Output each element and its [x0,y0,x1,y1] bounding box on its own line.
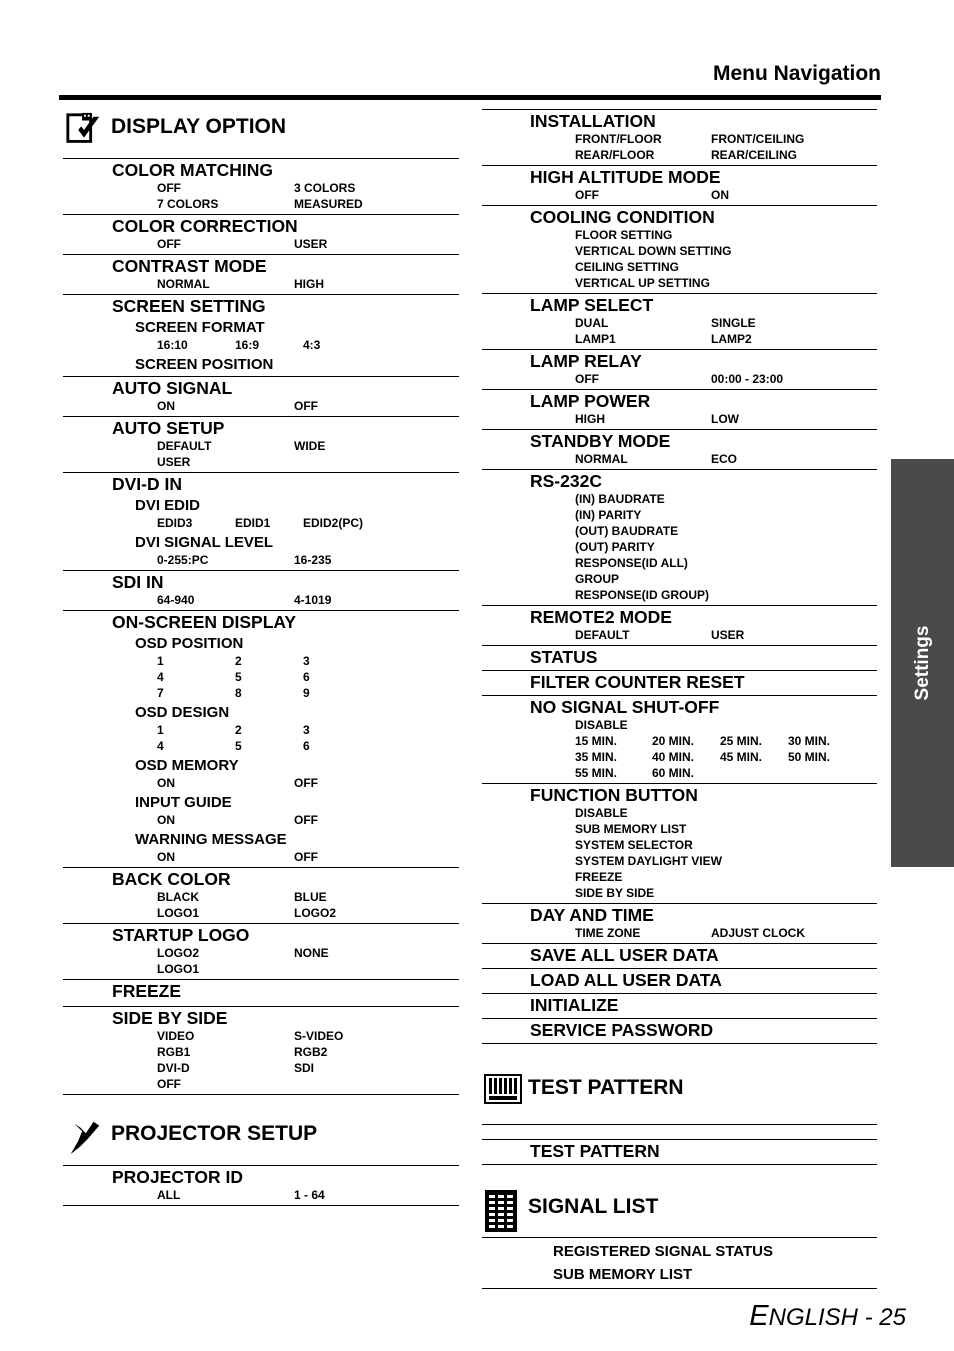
option: 16:9 [235,338,260,352]
option: 2 [235,654,242,668]
signal-list-item[interactable]: SUB MEMORY LIST [553,1266,693,1283]
option: OFF [157,237,181,251]
option: RGB2 [294,1045,328,1059]
menu-item-freeze[interactable] [63,980,459,1007]
projector-setup-header [63,1113,459,1166]
signal-list-title: SIGNAL LIST [528,1195,659,1218]
option: SYSTEM DAYLIGHT VIEW [575,854,722,868]
menu-item-save-all-user-data[interactable] [482,944,877,969]
item-title: NO SIGNAL SHUT-OFF [530,697,720,717]
option: 1 - 64 [294,1188,325,1202]
option: CEILING SETTING [575,260,680,274]
option: 16:10 [157,338,188,352]
sub-item-title: OSD MEMORY [135,757,239,774]
menu-item-cooling-condition[interactable] [482,206,877,294]
menu-item-lamp-select[interactable] [482,294,877,350]
menu-item-signal-list[interactable] [482,1242,877,1289]
option: SIDE BY SIDE [575,886,655,900]
option: LOGO2 [294,906,337,920]
menu-item-on-screen-display[interactable] [63,611,459,868]
menu-item-load-all-user-data[interactable] [482,969,877,994]
option: FRONT/FLOOR [575,132,662,146]
menu-item-day-and-time[interactable] [482,904,877,944]
option: 3 [303,654,310,668]
option: FLOOR SETTING [575,228,673,242]
item-title: FILTER COUNTER RESET [530,672,745,692]
option: (OUT) BAUDRATE [575,524,679,538]
menu-item-color-correction[interactable] [63,215,459,255]
option: 4-1019 [294,593,332,607]
option: (OUT) PARITY [575,540,655,554]
item-title: LAMP SELECT [530,295,654,315]
option: ON [157,776,175,790]
option: SINGLE [711,316,756,330]
menu-item-test-pattern[interactable] [482,1140,877,1165]
option: RGB1 [157,1045,191,1059]
menu-item-contrast-mode[interactable] [63,255,459,295]
menu-item-status[interactable] [482,646,877,671]
option: FREEZE [575,870,623,884]
item-title: AUTO SIGNAL [112,378,233,398]
sub-item-title: SCREEN POSITION [135,356,274,373]
item-title: REMOTE2 MODE [530,607,672,627]
menu-item-lamp-power[interactable] [482,390,877,430]
option: RESPONSE(ID GROUP) [575,588,710,602]
item-title: ON-SCREEN DISPLAY [112,612,297,632]
test-pattern-rule [482,1125,877,1140]
test-pattern-title: TEST PATTERN [528,1076,684,1099]
header-rule [59,95,881,100]
option: 3 [303,723,310,737]
item-title: BACK COLOR [112,869,231,889]
option: 30 MIN. [788,734,831,748]
option: OFF [157,1077,181,1091]
option: NORMAL [575,452,628,466]
signal-list-header [482,1185,877,1238]
test-pattern-icon [484,1074,522,1104]
option: OFF [294,399,318,413]
item-title: INSTALLATION [530,111,656,131]
option: TIME ZONE [575,926,641,940]
signal-list-item[interactable]: REGISTERED SIGNAL STATUS [553,1243,774,1260]
item-title: SDI IN [112,572,164,592]
menu-item-color-matching[interactable] [63,159,459,215]
option: SUB MEMORY LIST [575,822,687,836]
projector-setup-icon [65,1117,103,1157]
menu-item-startup-logo[interactable] [63,924,459,980]
option: LOW [711,412,739,426]
menu-item-installation[interactable] [482,109,877,166]
option: DISABLE [575,718,628,732]
item-title: STARTUP LOGO [112,925,250,945]
option: 45 MIN. [720,750,763,764]
option: HIGH [294,277,324,291]
menu-item-service-password[interactable] [482,1019,877,1044]
option: ON [711,188,729,202]
option: 64-940 [157,593,195,607]
option: 5 [235,739,242,753]
option: LOGO2 [157,946,200,960]
option: LOGO1 [157,906,200,920]
sub-item-title: SCREEN FORMAT [135,319,265,336]
option: 35 MIN. [575,750,618,764]
option: 6 [303,739,310,753]
option: EDID2(PC) [303,516,364,530]
option: 0-255:PC [157,553,209,567]
menu-item-filter-counter-reset[interactable] [482,671,877,696]
item-title: SAVE ALL USER DATA [530,945,719,965]
option: NONE [294,946,329,960]
item-title: COLOR MATCHING [112,160,274,180]
right-column [482,106,877,1289]
menu-item-rs232c[interactable] [482,470,877,606]
option: 16-235 [294,553,332,567]
option: 7 COLORS [157,197,219,211]
item-title: FUNCTION BUTTON [530,785,698,805]
option: ON [157,850,175,864]
option: LAMP2 [711,332,752,346]
side-tab-settings[interactable] [891,459,954,867]
item-title: LAMP RELAY [530,351,642,371]
option: OFF [294,776,318,790]
option: MEASURED [294,197,363,211]
option: ALL [157,1188,181,1202]
item-title: INITIALIZE [530,995,619,1015]
option: 4 [157,670,164,684]
menu-item-no-signal-shut-off[interactable] [482,696,877,784]
option: DVI-D [157,1061,190,1075]
option: 55 MIN. [575,766,618,780]
option: DISABLE [575,806,628,820]
item-title: FREEZE [112,981,182,1001]
option: 15 MIN. [575,734,618,748]
item-title: CONTRAST MODE [112,256,267,276]
option: OFF [294,813,318,827]
option: 6 [303,670,310,684]
option: VERTICAL DOWN SETTING [575,244,732,258]
option: LOGO1 [157,962,200,976]
item-title: LOAD ALL USER DATA [530,970,722,990]
page-header-title: Menu Navigation [712,62,881,85]
item-title: STATUS [530,647,598,667]
option: 4 [157,739,164,753]
footer-text: NGLISH - 25 [768,1304,906,1331]
option: RESPONSE(ID ALL) [575,556,688,570]
item-title: TEST PATTERN [530,1141,660,1161]
option: 20 MIN. [652,734,695,748]
option: SDI [294,1061,315,1075]
option: EDID1 [235,516,271,530]
option: NORMAL [157,277,210,291]
page-footer [749,1300,906,1333]
option: ECO [711,452,738,466]
option: 7 [157,686,164,700]
option: GROUP [575,572,620,586]
item-title: COOLING CONDITION [530,207,715,227]
menu-item-dvi-d-in[interactable] [63,473,459,571]
option: DEFAULT [575,628,630,642]
option: 25 MIN. [720,734,763,748]
menu-item-projector-id[interactable] [63,1166,459,1206]
option: S-VIDEO [294,1029,344,1043]
item-title: DVI-D IN [112,474,182,494]
footer-big-letter: E [749,1300,769,1332]
menu-item-standby-mode[interactable] [482,430,877,470]
sub-item-title: OSD POSITION [135,635,244,652]
projector-setup-title: PROJECTOR SETUP [111,1122,318,1145]
left-column [63,106,459,1206]
item-title: HIGH ALTITUDE MODE [530,167,721,187]
option: 00:00 - 23:00 [711,372,784,386]
item-title: SERVICE PASSWORD [530,1020,714,1040]
option: OFF [157,181,181,195]
option: REAR/CEILING [711,148,798,162]
option: BLUE [294,890,327,904]
sub-item-title: WARNING MESSAGE [135,831,287,848]
menu-item-high-altitude-mode[interactable] [482,166,877,206]
menu-item-auto-signal[interactable] [63,377,459,417]
option: OFF [294,850,318,864]
option: (IN) BAUDRATE [575,492,665,506]
item-title: RS-232C [530,471,602,491]
item-title: COLOR CORRECTION [112,216,298,236]
option: REAR/FLOOR [575,148,655,162]
side-tab-label: Settings [911,625,933,701]
option: 5 [235,670,242,684]
option: LAMP1 [575,332,616,346]
option: VERTICAL UP SETTING [575,276,710,290]
sub-item-title: OSD DESIGN [135,704,230,721]
menu-item-lamp-relay[interactable] [482,350,877,390]
option: ON [157,813,175,827]
option: 60 MIN. [652,766,695,780]
option: ON [157,399,175,413]
menu-item-side-by-side[interactable] [63,1007,459,1095]
option: 40 MIN. [652,750,695,764]
menu-item-initialize[interactable] [482,994,877,1019]
option: EDID3 [157,516,193,530]
option: 4:3 [303,338,321,352]
option: 50 MIN. [788,750,831,764]
option: ADJUST CLOCK [711,926,806,940]
option: USER [157,455,191,469]
item-title: PROJECTOR ID [112,1167,243,1187]
option: FRONT/CEILING [711,132,805,146]
menu-item-remote2-mode[interactable] [482,606,877,646]
display-option-title: DISPLAY OPTION [111,115,287,138]
sub-item-title: INPUT GUIDE [135,794,232,811]
signal-list-icon [484,1189,518,1233]
sub-item-title: DVI SIGNAL LEVEL [135,534,274,551]
option: VIDEO [157,1029,195,1043]
option: DEFAULT [157,439,212,453]
item-title: AUTO SETUP [112,418,225,438]
option: 2 [235,723,242,737]
option: BLACK [157,890,199,904]
item-title: LAMP POWER [530,391,651,411]
option: 1 [157,654,164,668]
option: HIGH [575,412,605,426]
option: DUAL [575,316,609,330]
option: USER [294,237,328,251]
option: OFF [575,188,599,202]
option: (IN) PARITY [575,508,642,522]
option: 3 COLORS [294,181,356,195]
option: SYSTEM SELECTOR [575,838,693,852]
option: WIDE [294,439,326,453]
option: 9 [303,686,310,700]
item-title: SCREEN SETTING [112,296,266,316]
menu-item-screen-setting[interactable] [63,295,459,377]
option: 1 [157,723,164,737]
sub-item-title: DVI EDID [135,497,201,514]
menu-item-back-color[interactable] [63,868,459,924]
option: 8 [235,686,242,700]
menu-item-function-button[interactable] [482,784,877,904]
menu-item-sdi-in[interactable] [63,571,459,611]
item-title: DAY AND TIME [530,905,654,925]
item-title: STANDBY MODE [530,431,671,451]
display-option-header [63,106,459,159]
menu-item-auto-setup[interactable] [63,417,459,473]
option: OFF [575,372,599,386]
display-option-icon [65,110,103,150]
test-pattern-header [482,1068,877,1125]
item-title: SIDE BY SIDE [112,1008,228,1028]
option: USER [711,628,745,642]
